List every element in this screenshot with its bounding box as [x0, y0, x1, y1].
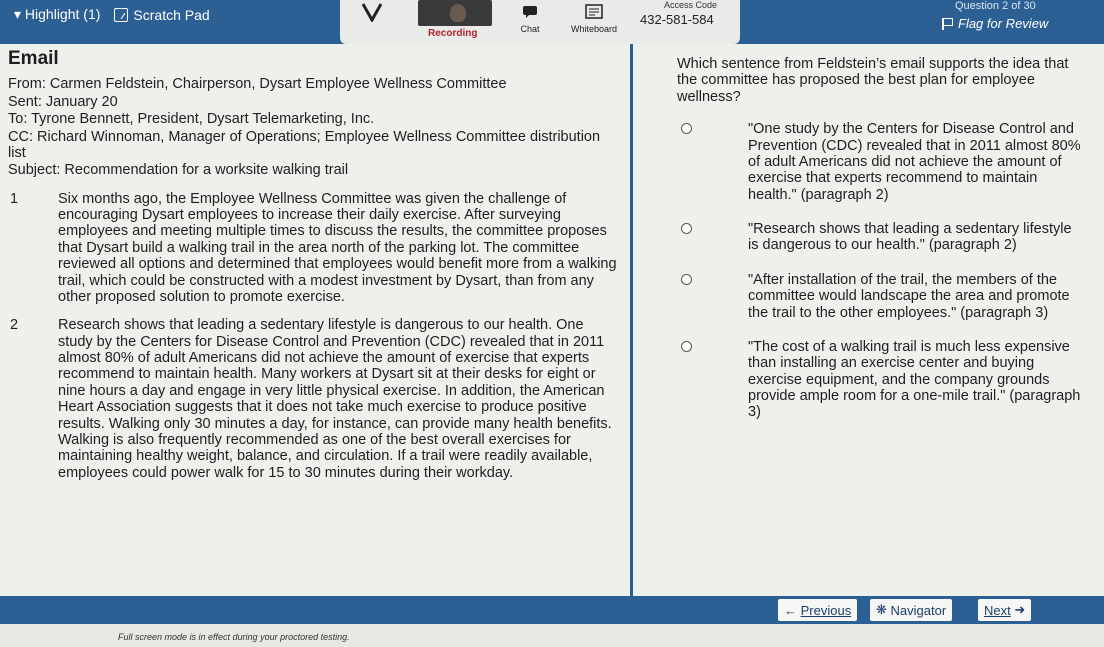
next-button[interactable] [978, 599, 1031, 621]
recording-label: Recording [428, 28, 478, 39]
highlight-menu[interactable]: ▾ Highlight (1) [14, 6, 101, 22]
answer-text: "One study by the Centers for Disease Control and Prevention (CDC) revealed that in 2011 almost 80% of adult Americans did not achieve the amount of exercise that experts recommend to maintain health." (paragraph 2) [748, 121, 1081, 203]
paragraph-1 [8, 191, 620, 306]
previous-label: Previous [800, 602, 852, 618]
flag-for-review-button[interactable] [942, 16, 1048, 31]
chat-icon [510, 0, 550, 24]
scratch-pad-label: Scratch Pad [133, 6, 210, 23]
next-label: Next [984, 602, 1011, 618]
paragraph-text: Six months ago, the Employee Wellness Committee was given the challenge of encouraging Dysart employees to increase their daily exercise. After surveying employees and meeting multiple times to discuss the results, the committee proposes that Dysart build a walking trail in the area north of the parking lot. The committee reviewed all options and determined that employees would benefit more from a walking trail, which could be constructed with a modest investment by Dysart, than from any other proposed solution to promote exercise. [58, 190, 617, 305]
radio-button[interactable] [681, 274, 692, 285]
answer-text: "After installation of the trail, the members of the committee would landscape the area and promote the trail to the other employees." (paragraph 3) [748, 271, 1070, 321]
pencil-icon [114, 8, 128, 22]
email-subject: Subject: Recommendation for a worksite walking trail [8, 162, 349, 179]
answer-option-b[interactable] [657, 221, 1084, 254]
answer-option-d[interactable] [657, 339, 1084, 421]
paragraph-number: 2 [10, 317, 19, 334]
question-prompt: Which sentence from Feldstein’s email supports the idea that the committee has proposed the best plan for employee wellness? [677, 56, 1069, 105]
whiteboard-button[interactable] [566, 0, 622, 44]
access-code-label: Access Code [664, 0, 718, 10]
arrow-left-icon: ← [784, 602, 801, 618]
footer-notice: Full screen mode is in effect during your proctored testing. [118, 632, 350, 642]
navigator-label: Navigator [890, 602, 947, 618]
top-toolbar [0, 0, 1104, 44]
radio-button[interactable] [681, 123, 692, 134]
v-logo-icon [352, 0, 392, 24]
whiteboard-icon [566, 0, 622, 24]
chat-button[interactable] [510, 0, 550, 44]
answer-option-a[interactable] [657, 121, 1084, 203]
question-counter: Question 2 of 30 [955, 0, 1036, 12]
paragraph-number: 1 [10, 190, 19, 207]
main-content [0, 44, 1104, 596]
radio-button[interactable] [681, 341, 692, 352]
flag-icon [942, 18, 952, 30]
email-cc: CC: Richard Winnoman, Manager of Operations; Employee Wellness Committee distribution list [8, 128, 601, 161]
navigator-button[interactable] [870, 599, 952, 621]
whiteboard-label: Whiteboard [570, 24, 618, 34]
toolbar-left-group [14, 6, 210, 23]
navigator-icon: ❋ [876, 602, 891, 617]
arrow-right-icon: ➜ [1010, 602, 1026, 617]
email-to: To: Tyrone Bennett, President, Dysart Telemarketing, Inc. [8, 111, 375, 128]
scratch-pad-button[interactable] [114, 7, 209, 23]
webcam-preview [418, 0, 492, 26]
question-pane [633, 44, 1104, 596]
access-code-value: 432-581-584 [640, 12, 714, 27]
email-header [8, 76, 620, 178]
bottom-nav-bar [0, 596, 1104, 624]
answer-option-c[interactable] [657, 272, 1084, 321]
radio-button[interactable] [681, 223, 692, 234]
answer-text: "Research shows that leading a sedentary lifestyle is dangerous to our health." (paragraph 2) [748, 221, 1072, 254]
flag-label: Flag for Review [958, 16, 1049, 31]
email-sent: Sent: January 20 [8, 93, 118, 110]
logo-tool [352, 0, 392, 44]
email-from: From: Carmen Feldstein, Chairperson, Dysart Employee Wellness Committee [8, 76, 507, 93]
answer-text: "The cost of a walking trail is much less expensive than installing an exercise center and buying exercise equipment, and the company grounds provide ample room for a one-mile trail." (paragraph 3) [748, 338, 1081, 421]
footer [0, 624, 1104, 647]
paragraph-2 [8, 317, 620, 481]
previous-button[interactable] [778, 599, 857, 621]
paragraph-text: Research shows that leading a sedentary lifestyle is dangerous to our health. One study by the Centers for Disease Control and Prevention (CDC) revealed that in 2011 almost 80% of adult Americans did not achieve the amount of exercise that experts recommend to maintain health. Many workers at Dysart sit at their desks for eight or nine hours a day and engage in very little physical exercise. In addition, the American Heart Association suggests that it does not take much exercise to produce positive results. Walking only 30 minutes a day, for instance, can provide many health benefits. Walking is also frequently recommended as one of the best overall exercises for maintaining healthy weight, balance, and circulation. If a trail were readily available, employees could power walk for 15 to 30 minutes during their workday. [58, 317, 612, 481]
passage-title: Email [8, 48, 59, 69]
passage-pane [0, 44, 630, 596]
chat-label: Chat [520, 24, 540, 34]
